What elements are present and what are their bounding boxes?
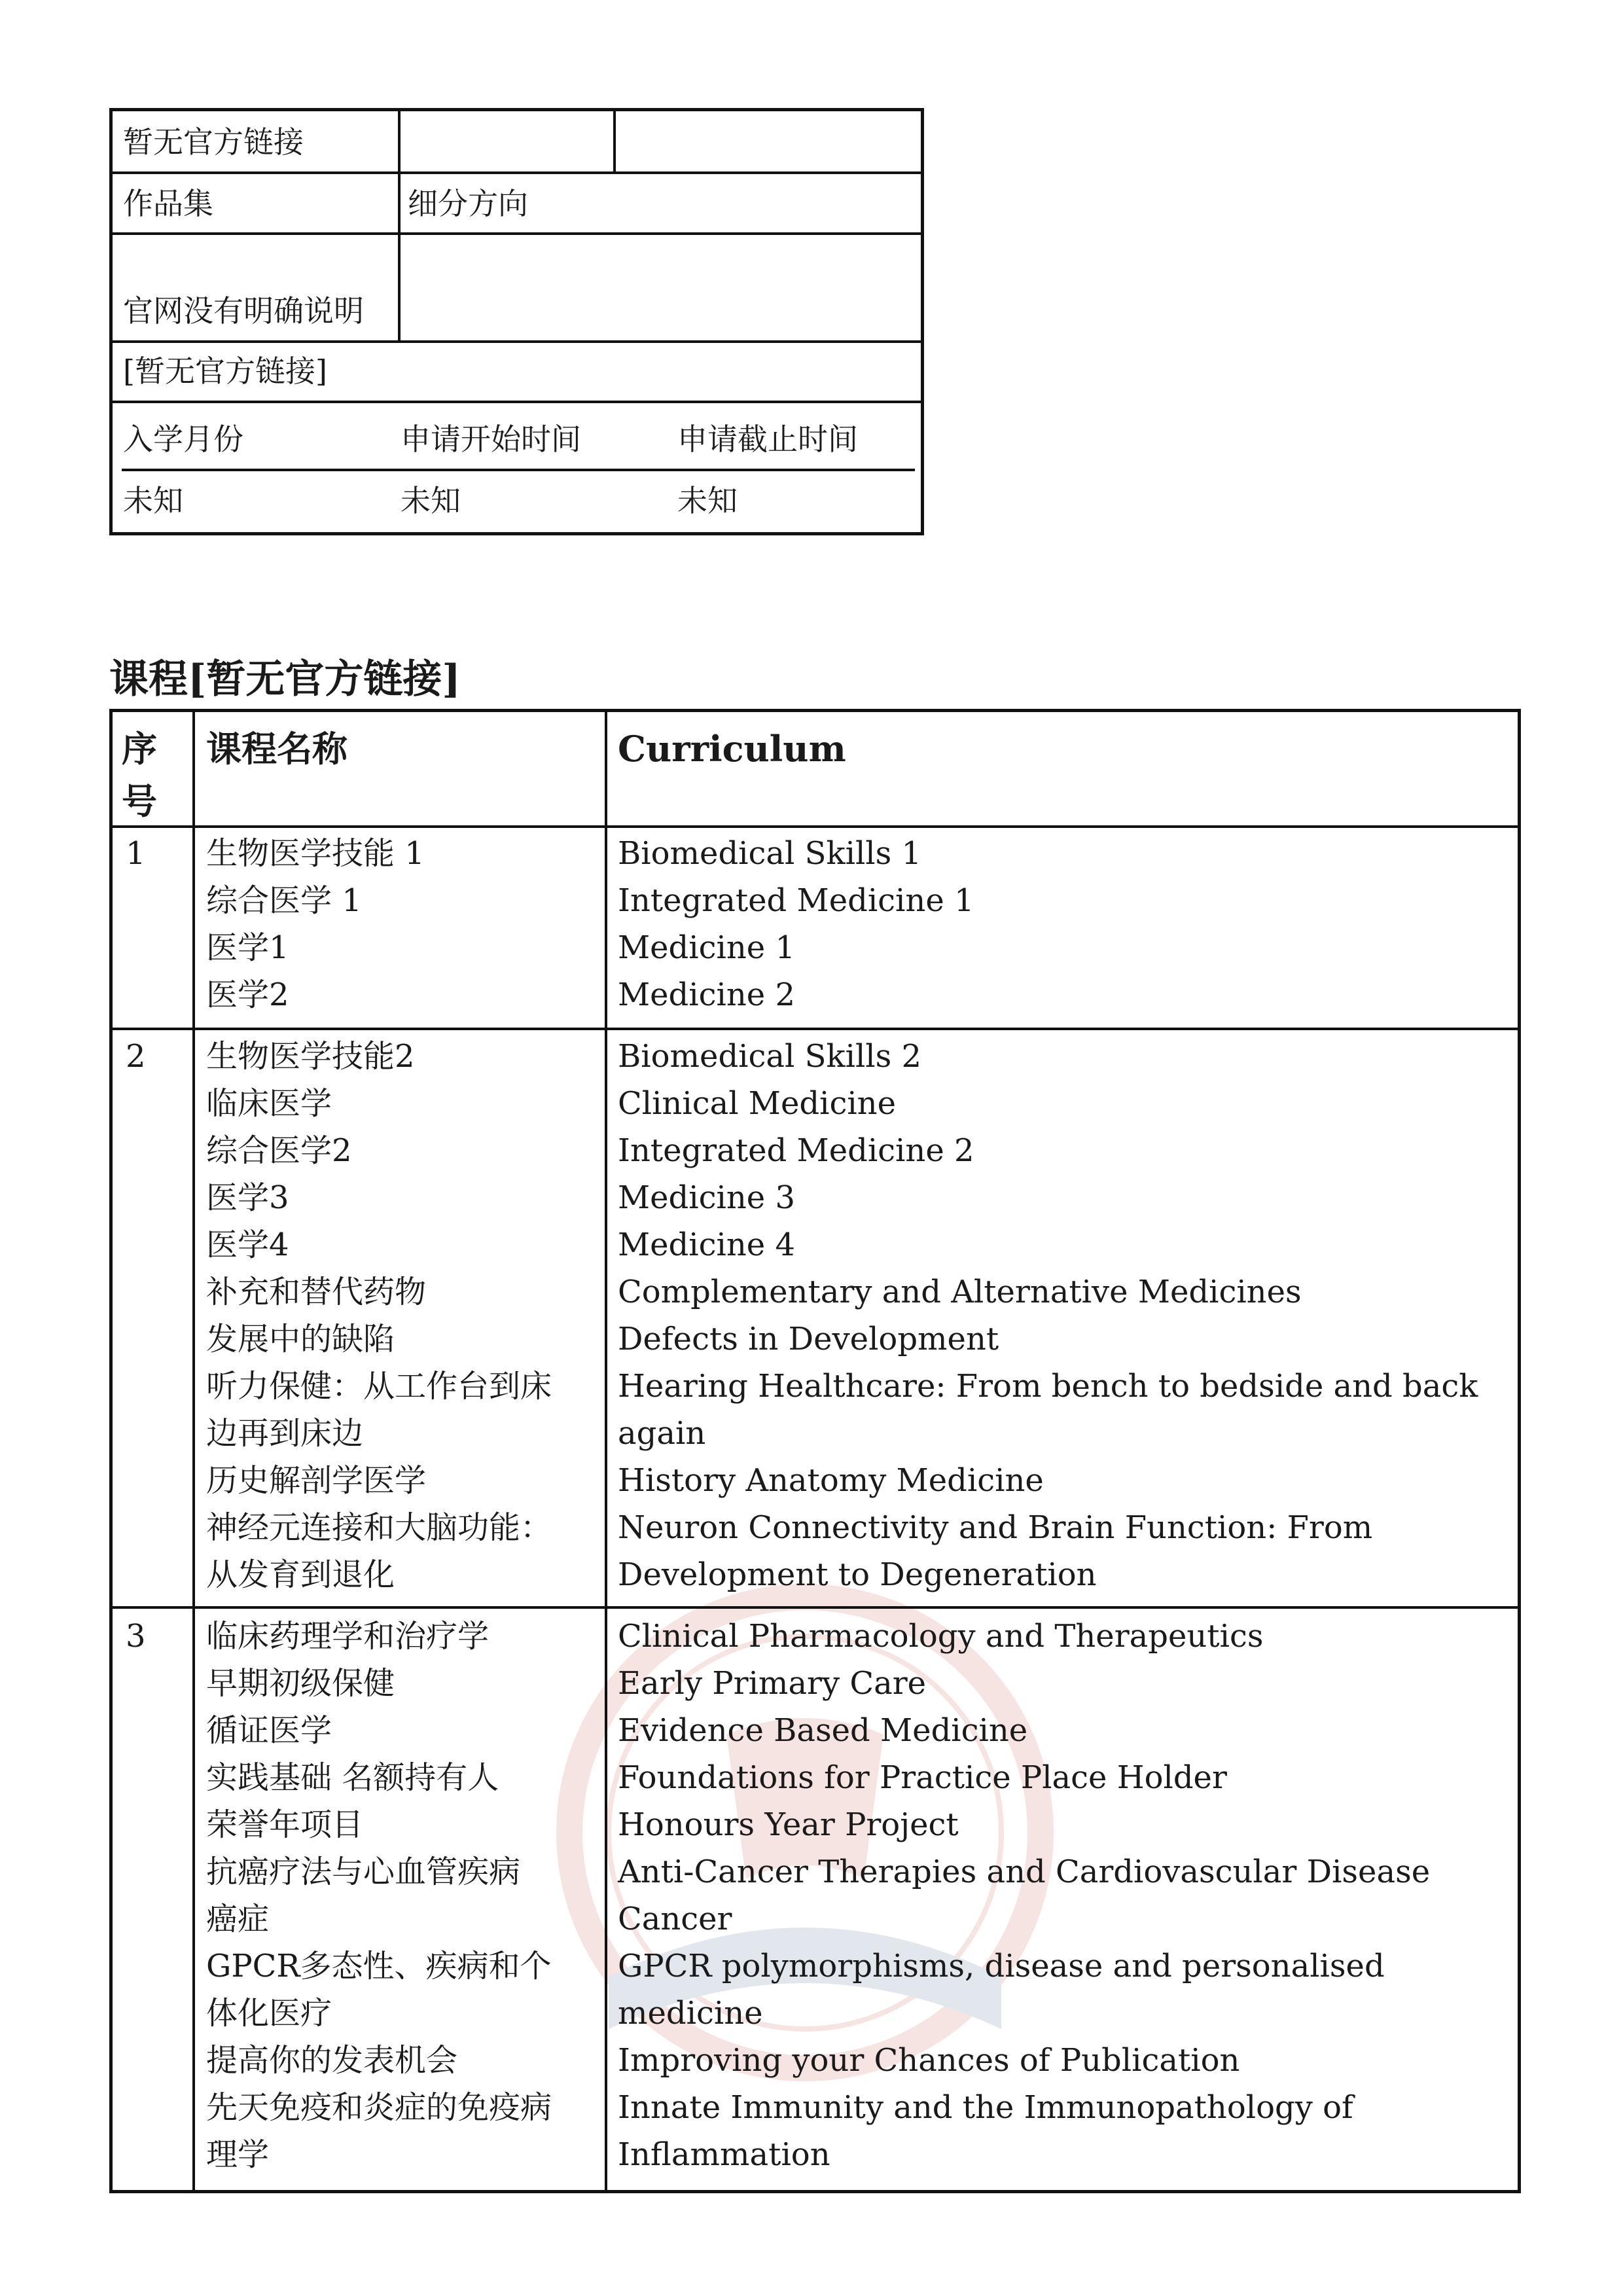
course-name-en: Biomedical Skills 2 <box>618 1038 922 1075</box>
course-name-cn: 生物医学技能 1 <box>206 835 425 872</box>
course-list-en <box>618 1613 1430 2178</box>
course-name-en: Early Primary Care <box>618 1665 927 1702</box>
course-name-en: Honours Year Project <box>618 1806 959 1843</box>
course-name-cn: 癌症 <box>206 1901 270 1937</box>
column-header-number: 序号 <box>122 728 157 822</box>
course-name-en: Neuron Connectivity and Brain Function: From <box>618 1509 1373 1546</box>
course-list-en <box>618 830 974 1018</box>
intake-month-header: 入学月份 <box>123 422 243 457</box>
course-name-cn: 边再到床边 <box>206 1415 364 1452</box>
course-name-en: Integrated Medicine 2 <box>618 1132 974 1169</box>
course-name-en: Complementary and Alternative Medicines <box>618 1274 1302 1310</box>
course-name-en: Innate Immunity and the Immunopathology of <box>618 2089 1353 2126</box>
group-number: 1 <box>126 835 146 872</box>
course-name-cn: 体化医疗 <box>206 1995 332 2032</box>
course-list-cn <box>206 830 425 1018</box>
course-list-en <box>618 1033 1478 1598</box>
course-name-cn: 综合医学 1 <box>206 882 362 919</box>
application-open-value: 未知 <box>401 483 461 518</box>
course-name-cn: 从发育到退化 <box>206 1556 395 1593</box>
curriculum-section-title: 课程[暂无官方链接] <box>109 656 461 702</box>
intake-month-value: 未知 <box>123 483 183 518</box>
course-name-cn: 荣誉年项目 <box>206 1806 364 1843</box>
course-name-en: Medicine 1 <box>618 929 795 966</box>
course-name-cn: 医学4 <box>206 1227 289 1263</box>
course-name-cn: 综合医学2 <box>206 1132 352 1169</box>
application-deadline-header: 申请截止时间 <box>677 422 858 457</box>
course-name-cn: 医学2 <box>206 977 289 1013</box>
course-name-cn: 抗癌疗法与心血管疾病 <box>206 1854 521 1890</box>
course-name-en: Improving your Chances of Publication <box>618 2042 1240 2079</box>
specialization-link-status: [暂无官方链接] <box>123 353 327 389</box>
specialization-label: 细分方向 <box>408 186 528 221</box>
course-name-cn: 听力保健：从工作台到床 <box>206 1368 552 1405</box>
course-name-cn: 实践基础 名额持有人 <box>206 1759 499 1796</box>
application-open-header: 申请开始时间 <box>401 422 581 457</box>
group-number: 2 <box>126 1038 146 1075</box>
course-name-cn: 临床医学 <box>206 1085 332 1122</box>
course-list-cn <box>206 1033 552 1598</box>
course-name-en: Development to Degeneration <box>618 1556 1097 1593</box>
course-name-cn: 早期初级保健 <box>206 1665 395 1702</box>
course-name-en: Clinical Pharmacology and Therapeutics <box>618 1618 1264 1655</box>
course-name-en: medicine <box>618 1995 763 2032</box>
course-name-en: Anti-Cancer Therapies and Cardiovascular Disease <box>618 1854 1431 1890</box>
column-header-course-name: 课程名称 <box>206 728 348 770</box>
course-name-en: Inflammation <box>618 2136 830 2173</box>
curriculum-table <box>109 709 1521 2193</box>
course-name-en: Defects in Development <box>618 1321 999 1357</box>
course-name-en: Medicine 3 <box>618 1179 795 1216</box>
course-name-cn: 先天免疫和炎症的免疫病 <box>206 2089 552 2126</box>
course-name-en: Medicine 4 <box>618 1227 795 1263</box>
course-name-cn: 理学 <box>206 2136 270 2173</box>
course-name-cn: 循证医学 <box>206 1712 332 1749</box>
course-name-cn: GPCR多态性、疾病和个 <box>206 1948 552 1984</box>
group-number: 3 <box>126 1618 146 1655</box>
course-name-en: Foundations for Practice Place Holder <box>618 1759 1227 1796</box>
portfolio-label: 作品集 <box>123 186 213 221</box>
course-name-cn: 发展中的缺陷 <box>206 1321 395 1357</box>
course-name-en: Biomedical Skills 1 <box>618 835 922 872</box>
course-name-cn: 临床药理学和治疗学 <box>206 1618 490 1655</box>
course-name-en: Medicine 2 <box>618 977 795 1013</box>
course-name-cn: 医学3 <box>206 1179 289 1216</box>
course-name-cn: 医学1 <box>206 929 289 966</box>
course-name-cn: 补充和替代药物 <box>206 1274 427 1310</box>
course-name-en: GPCR polymorphisms, disease and personalised <box>618 1948 1385 1984</box>
course-name-cn: 历史解剖学医学 <box>206 1462 427 1499</box>
course-name-en: Hearing Healthcare: From bench to bedside and back <box>618 1368 1478 1405</box>
portfolio-requirement-note: 官网没有明确说明 <box>123 293 364 329</box>
course-name-cn: 提高你的发表机会 <box>206 2042 458 2079</box>
course-list-cn <box>206 1613 552 2178</box>
course-name-en: Evidence Based Medicine <box>618 1712 1028 1749</box>
course-name-en: Integrated Medicine 1 <box>618 882 974 919</box>
course-name-en: History Anatomy Medicine <box>618 1462 1044 1499</box>
program-info-table <box>109 108 924 535</box>
course-name-en: again <box>618 1415 706 1452</box>
official-link-status: 暂无官方链接 <box>123 124 304 160</box>
application-deadline-value: 未知 <box>677 483 738 518</box>
course-name-cn: 神经元连接和大脑功能： <box>206 1509 552 1546</box>
course-name-en: Cancer <box>618 1901 732 1937</box>
column-header-curriculum: Curriculum <box>618 728 846 770</box>
course-name-cn: 生物医学技能2 <box>206 1038 415 1075</box>
course-name-en: Clinical Medicine <box>618 1085 896 1122</box>
